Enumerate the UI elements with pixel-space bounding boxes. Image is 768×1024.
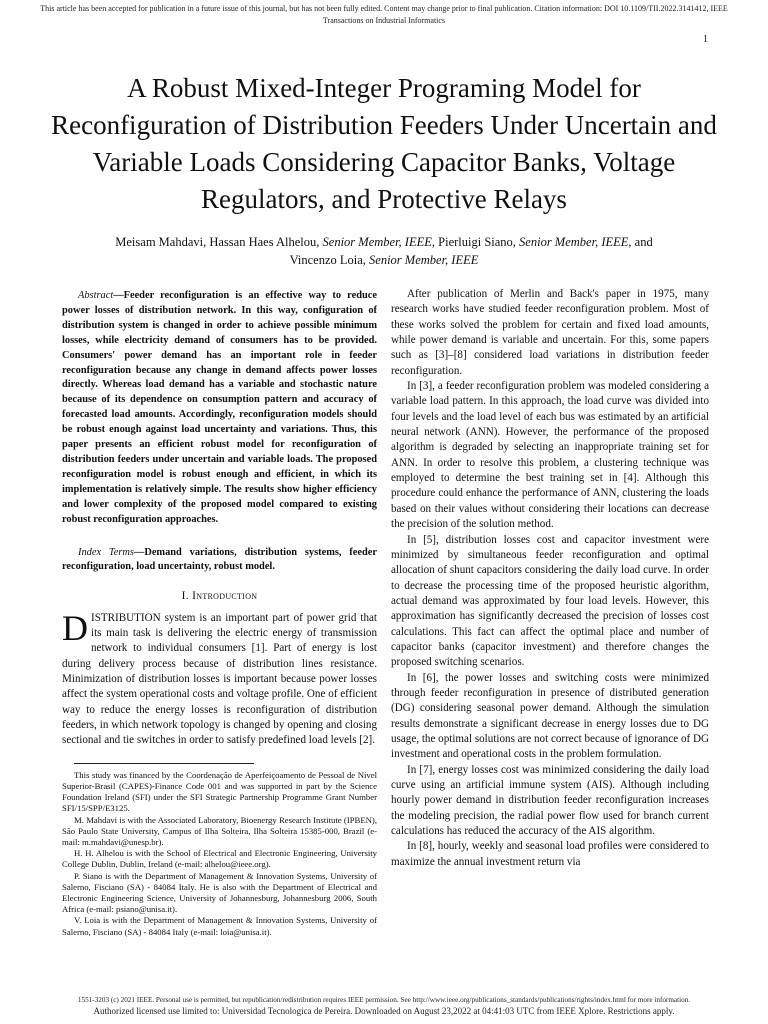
banner-line-2: Transactions on Industrial Informatics bbox=[322, 16, 446, 25]
left-column bbox=[62, 289, 377, 938]
introduction-paragraph bbox=[62, 607, 377, 749]
author-group-2: , Pierluigi Siano, bbox=[431, 235, 520, 249]
drop-cap: D bbox=[62, 607, 88, 648]
abstract bbox=[62, 289, 377, 528]
index-terms-text: —Demand variations, distribution systems, feeder reconfiguration, load uncertainty, robust model. bbox=[62, 546, 377, 573]
section-numeral: I. bbox=[181, 590, 193, 603]
journal-banner bbox=[0, 3, 768, 27]
author-list bbox=[60, 233, 708, 269]
author-role-2: Senior Member, IEEE bbox=[519, 235, 629, 249]
introduction-text: ISTRIBUTION system is an important part of power grid that its main task is delivering the electric energy of transmission network to individual consumers [1]. Part of energy is lost during delivery process because of distribution lines resistance. Minimization of distribution losses is important because power losses affect the system operational costs and voltage profile. One of efficient way to reduce the energy losses is reconfiguration of distribution feeders, in which network topology is changed by opening and closing sectional and tie switches in order to satisfy predefined load levels [2]. bbox=[62, 611, 377, 747]
section-heading-introduction bbox=[62, 589, 377, 604]
footnote-author-siano: P. Siano is with the Department of Management & Innovation Systems, University of Salerno, Fisciano (SA) - 84084 Italy. He is also with the Department of Electrical and Electronic Engineering Science, University of Johannesburg, Johannesburg 2006, South Africa (e-mail: psiano@unisa.it). bbox=[62, 870, 377, 915]
body-paragraph: After publication of Merlin and Back's paper in 1975, many research works have studied feeder reconfiguration problem. Most of these works solved the problem for certain and fixed load amounts, while power demand is variable and uncertain. For this, some papers such as [3]–[8] considered load variations in distribution feeder reconfiguration. bbox=[391, 288, 709, 377]
body-paragraph: In [6], the power losses and switching costs were minimized through feeder reconfiguration in presence of distributed generation (DG) considering seasonal power demand. Although the simulation results demonstrate a significant decrease in energy losses due to DG usage, the optimal solutions are not correct because of ignorance of DG investment and operational costs in the problem formulation. bbox=[391, 671, 709, 761]
footnote-divider bbox=[74, 763, 254, 764]
banner-line-1: This article has been accepted for publication in a future issue of this journal, but has not been fully edited. Content may change prior to final publication. Citation information: DOI 10.1109/TII.2022.3141412, IEEE bbox=[40, 4, 728, 13]
index-terms-lead: Index Terms bbox=[78, 546, 134, 558]
abstract-lead: Abstract bbox=[78, 290, 114, 301]
author-role-4: Senior Member, IEEE bbox=[369, 253, 479, 267]
author-group-4: Vincenzo Loia, bbox=[289, 253, 370, 267]
footnote-funding: This study was financed by the Coordenação de Aperfeiçoamento de Pessoal de Nível Superior-Brasil (CAPES)-Finance Code 001 and was supported in part by the Science Foundation Ireland (SFI) under the SFI Strategic Partnership Programme Grant Number SFI/15/SPP/E3125. bbox=[62, 769, 377, 814]
footnote-author-alhelou: H. H. Alhelou is with the School of Electrical and Electronic Engineering, University College Dublin, Dublin, Ireland (e-mail: alhelou@ieee.org). bbox=[62, 848, 377, 870]
body-paragraph: In [7], energy losses cost was minimized considering the daily load curve using an artificial immune system (AIS). Although including hourly power demand in distribution feeder reconfiguration increases the modeling precision, the radial power flow used for branch current calculations has reduced the accuracy of the AIS algorithm. bbox=[391, 763, 709, 838]
footnote-author-mahdavi: M. Mahdavi is with the Associated Laboratory, Bioenergy Research Institute (IPBEN), São Paulo State University, Campus of Ilha Solteira, Ilha Solteira 15385-000, Brazil (e-mail: m.mahdavi@unesp.br). bbox=[62, 814, 377, 847]
page-number: 1 bbox=[703, 34, 708, 45]
body-paragraph: In [3], a feeder reconfiguration problem was modeled considering a variable load pattern. In this approach, the load curve was divided into four levels and the load level of each bus was estimated by an artificial neural network (ANN). However, the performance of the proposed algorithm is degraded by selecting an inappropriate training set for ANN. In order to resolve this problem, a clustering technique was employed to determine the best training set in [4]. Although this procedure could enhance the performance of ANN, clustering the loads based on their values without considering their locations can decrease the precision of the solution method. bbox=[391, 380, 709, 531]
abstract-text: —Feeder reconfiguration is an effective way to reduce power losses of distribution network. In this way, configuration of distribution system is changed in order to achieve possible minimum losses, while electricity demand of consumers has to be provided. Consumers' power demand has an important role in feeder reconfiguration because any change in demand affects power losses directly. Whereas load demand has a variable and stochastic nature because of its dependence on consumption pattern and accuracy of forecasted load amounts. Accordingly, reconfiguration models should be robust enough against load uncertainty and variations. Thus, this paper presents an efficient robust model for reconfiguration of distribution feeders under uncertain and variable loads. The proposed reconfiguration model is robust enough and efficient, in which its implementation is relatively simple. The results show higher efficiency and lower complexity of the proposed model compared to existing robust reconfiguration approaches. bbox=[62, 290, 377, 525]
paper-title: A Robust Mixed-Integer Programing Model for Reconfiguration of Distribution Feeders Under Uncertain and Variable Loads Considering Capacitor Banks, Voltage Regulators, and Protective Relays bbox=[51, 73, 717, 214]
license-notice: Authorized licensed use limited to: Universidad Tecnologica de Pereira. Downloaded on August 23,2022 at 04:41:03 UTC from IEEE Xplore. Restrictions apply. bbox=[93, 1006, 675, 1016]
copyright-notice: 1551-3203 (c) 2021 IEEE. Personal use is permitted, but republication/redistribution requires IEEE permission. See http://www.ieee.org/publications_standards/publications/rights/index.html for more information. bbox=[77, 996, 691, 1004]
index-terms bbox=[62, 546, 377, 576]
section-title: Introduction bbox=[192, 590, 258, 603]
footnote-author-loia: V. Loia is with the Department of Management & Innovation Systems, University of Salerno, Fisciano (SA) - 84084 Italy (e-mail: loia@unisa.it). bbox=[62, 915, 377, 937]
body-paragraph: In [5], distribution losses cost and capacitor investment were minimized by simultaneous feeder reconfiguration and optimal allocation of shunt capacitors considering the daily load curve. In order to decrease the processing time of the proposed heuristic algorithm, actual demand was approximated by four load levels. However, this approximation has significantly decreased the precision of losses cost calculations. This fact can affect the optimal place and number of capacitor banks (capacitor investment) and therefore changes the proposed switching scenarios. bbox=[391, 533, 709, 669]
right-column bbox=[391, 287, 709, 870]
author-role-1: Senior Member, IEEE bbox=[322, 235, 432, 249]
author-group-1: Meisam Mahdavi, Hassan Haes Alhelou, bbox=[115, 235, 323, 249]
author-group-3: , and bbox=[628, 235, 653, 249]
body-paragraph: In [8], hourly, weekly and seasonal load profiles were considered to maximize the annual investment return via bbox=[391, 840, 709, 868]
